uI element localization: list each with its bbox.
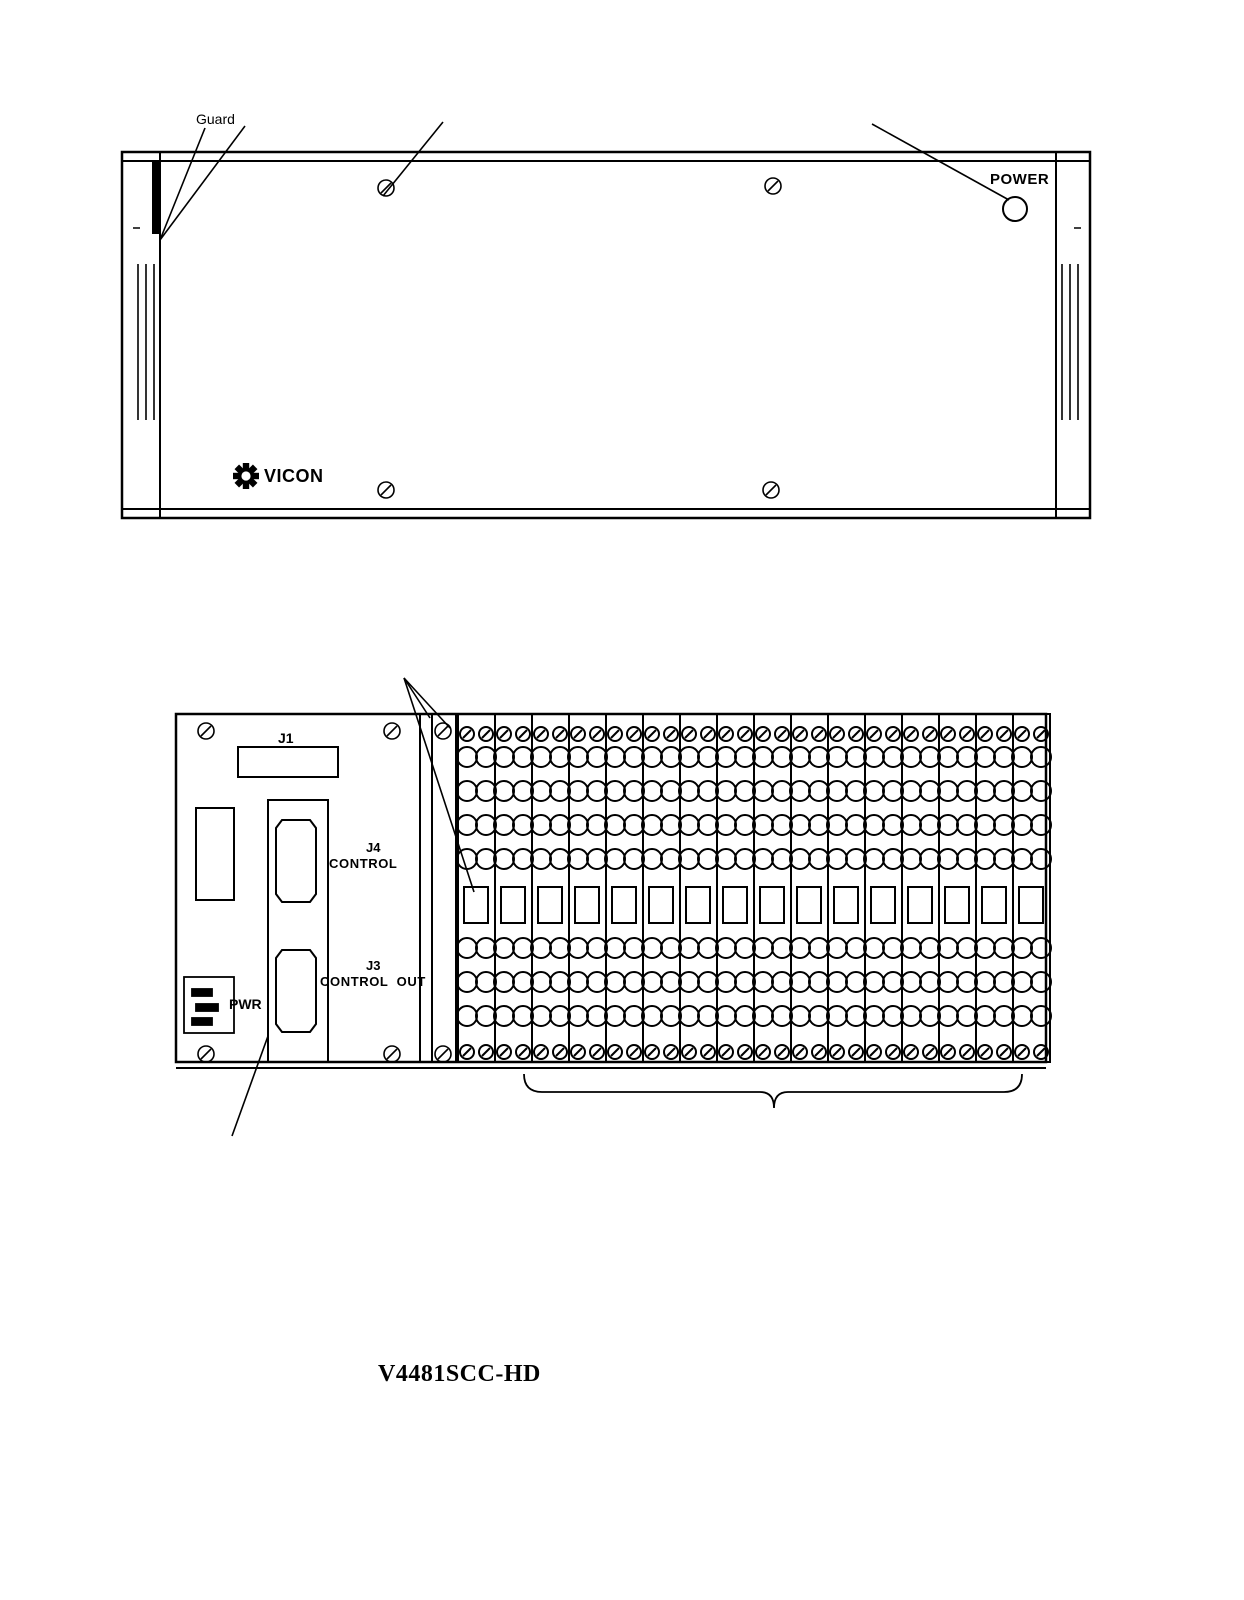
power-entry-connector [184, 977, 234, 1033]
connector-j1 [238, 747, 338, 777]
card-slot [457, 714, 496, 1062]
card-slot [531, 714, 570, 1062]
connector-j4-label: J4 [366, 840, 381, 855]
rear-left-slot [196, 808, 234, 900]
card-slot [605, 714, 644, 1062]
front-panel-left-guard [152, 160, 160, 234]
front-panel-right-vents [1062, 264, 1078, 420]
connector-j3-body [276, 950, 316, 1032]
card-slot [790, 714, 829, 1062]
power-indicator [1003, 197, 1027, 221]
card-slot [679, 714, 718, 1062]
card-slot [864, 714, 903, 1062]
card-slot [716, 714, 755, 1062]
card-slot-group-brace [524, 1074, 1022, 1108]
guard-label: Guard [196, 111, 235, 127]
front-panel-outline [122, 152, 1090, 518]
power-entry-label: PWR [229, 996, 262, 1012]
rear-card-slots [457, 714, 1051, 1062]
power-label: POWER [990, 171, 1050, 188]
card-slot [494, 714, 533, 1062]
front-panel-screws [378, 178, 781, 498]
card-slot [568, 714, 607, 1062]
card-slot [827, 714, 866, 1062]
card-slot [975, 714, 1014, 1062]
connector-j4-desc: CONTROL [329, 856, 398, 871]
brand-label: VICON [264, 466, 324, 486]
connector-j3-label: J3 [366, 958, 381, 973]
card-slot [938, 714, 977, 1062]
card-slot [901, 714, 940, 1062]
model-caption: V4481SCC-HD [378, 1361, 541, 1387]
vicon-logo [233, 463, 259, 489]
card-slot [642, 714, 681, 1062]
front-panel-left-vents [138, 264, 154, 420]
card-slot [753, 714, 792, 1062]
front-panel-callout-lines [160, 122, 1009, 240]
connector-j3-desc: CONTROL OUT [320, 974, 426, 989]
connector-j1-label: J1 [278, 730, 294, 746]
